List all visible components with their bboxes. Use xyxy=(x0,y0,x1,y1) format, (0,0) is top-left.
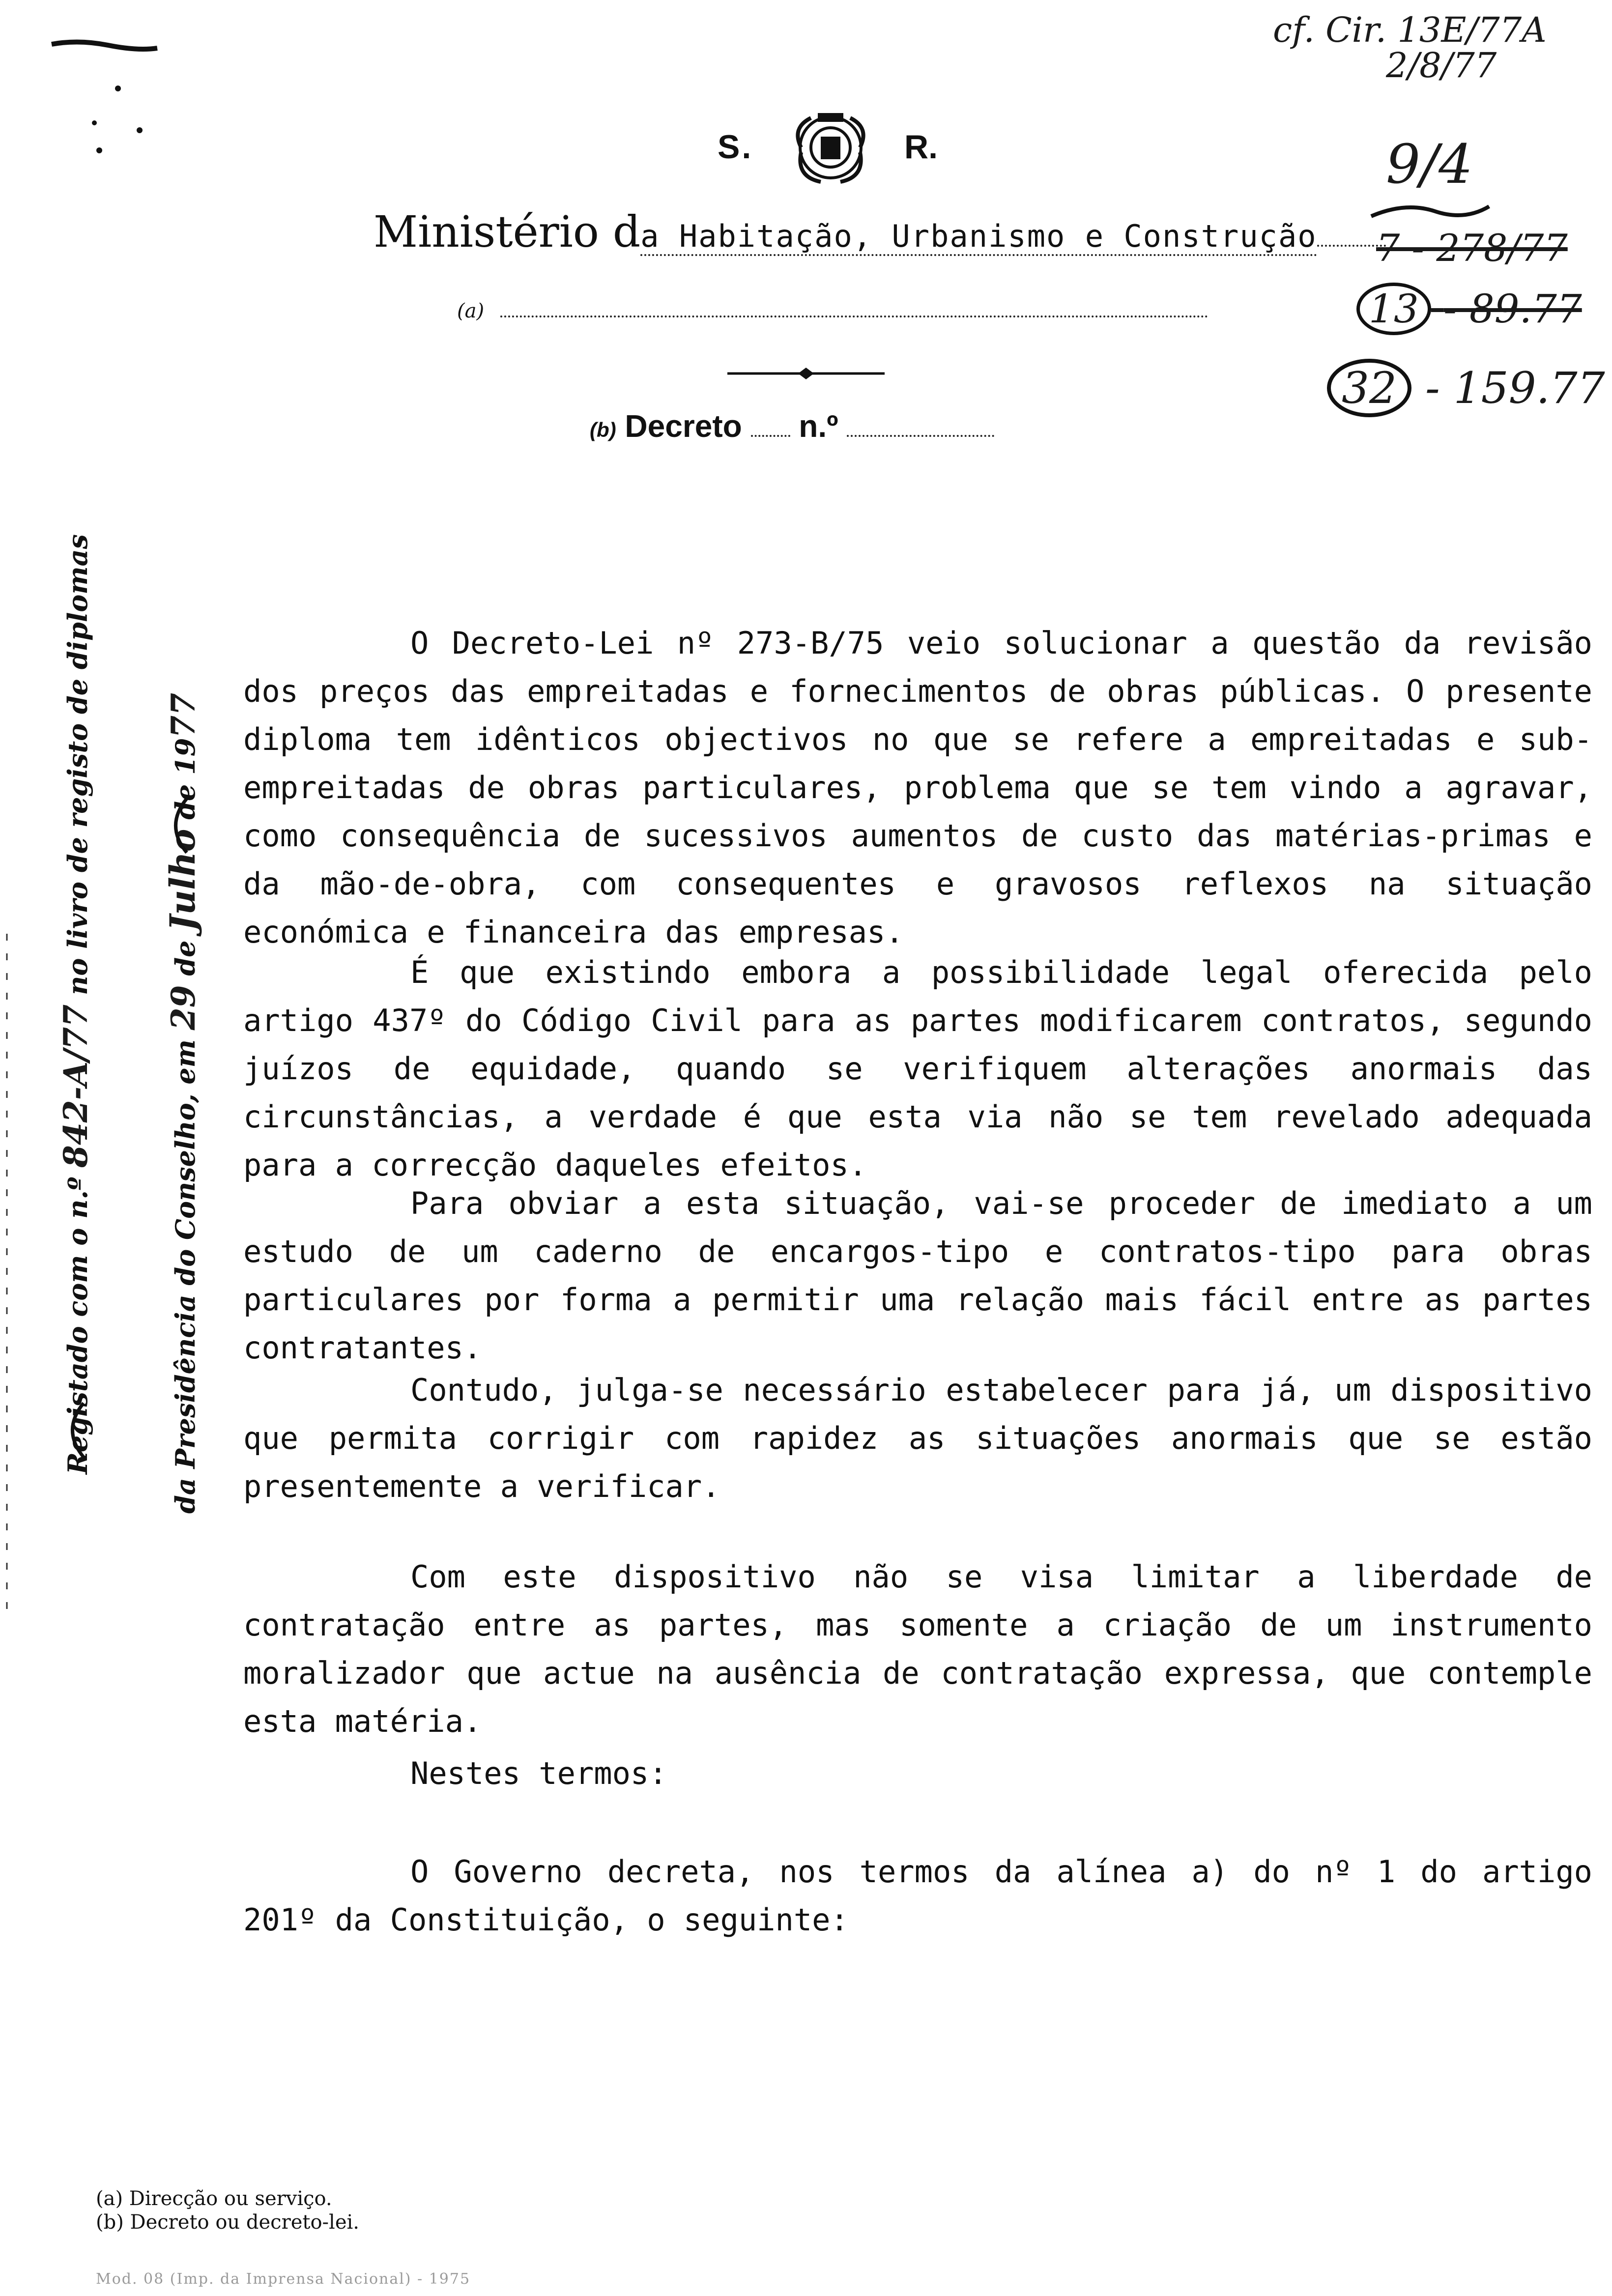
printer-code: Mod. 08 (Imp. da Imprensa Nacional) - 1975 xyxy=(96,2270,471,2288)
decree-line xyxy=(590,408,994,444)
paragraph-2: É que existindo embora a possibilidade legal oferecida pelo artigo 437º do Código Civil para as partes modificarem contratos, segundo juízos de equidade, quando se verifiquem alterações anormais das circunstâncias, a verdade é que esta via não se tem revelado adequada para a correcção daqueles efeitos. xyxy=(243,954,1592,1183)
preamble-paragraph-6 xyxy=(243,1750,1592,1798)
registo-month: Julho xyxy=(162,829,203,931)
ministry-prefix: Ministério d xyxy=(374,206,641,257)
label-a: (a) xyxy=(457,300,485,322)
initials-flourish xyxy=(1366,197,1494,226)
paragraph-4: Contudo, julga-se necessário estabelecer para já, um dispositivo que permita corrigir com rapidez as situações anormais que se estão presentemente a verificar. xyxy=(243,1372,1592,1504)
bracket-mark xyxy=(59,1401,88,1460)
registo-de: de xyxy=(170,931,201,985)
registo-text-2: no livro de registo de diplomas xyxy=(62,534,93,1004)
registo-text-3: da Presidência do Conselho, em xyxy=(170,1030,201,1514)
header-divider xyxy=(727,364,885,383)
service-line xyxy=(457,300,1208,322)
coat-of-arms-icon xyxy=(781,98,880,197)
bracket-mark-2 xyxy=(162,796,192,855)
ministry-line xyxy=(374,206,1386,258)
s-letter: S. xyxy=(718,128,753,166)
preamble-paragraph-1 xyxy=(243,619,1592,956)
preamble-paragraph-5 xyxy=(243,1553,1592,1746)
paragraph-3: Para obviar a esta situação, vai-se proceder de imediato a um estudo de um caderno de encargos-tipo e contratos-tipo para obras particulares por forma a permitir uma relação mais fácil entre as partes contratantes. xyxy=(243,1185,1592,1366)
handwritten-initials: 9/4 xyxy=(1386,133,1473,196)
circular-ref: cf. Cir. 13E/77A xyxy=(1273,10,1547,50)
handwritten-ref-3 xyxy=(1327,359,1605,417)
scan-marks xyxy=(49,29,167,157)
paragraph-1: O Decreto-Lei nº 273-B/75 veio solucionar a questão da revisão dos preços das empreitadas e fornecimentos de obras públicas. O presente diploma tem idênticos objectivos no que se refere a empreitadas e sub-empreitadas de obras particulares, problema que se tem vindo a agravar, como consequência de sucessivos aumentos de custo das matérias-primas e da mão-de-obra, com consequentes e gravosos reflexos na situação económica e financeira das empresas. xyxy=(243,625,1592,950)
paragraph-6: Nestes termos: xyxy=(410,1755,667,1791)
handwritten-ref-2 xyxy=(1356,283,1582,335)
state-header xyxy=(718,118,963,177)
registo-number: 842-A/77 xyxy=(57,1004,95,1168)
decreto-label: Decreto xyxy=(625,408,742,444)
footnote-b: (b) Decreto ou decreto-lei. xyxy=(96,2211,360,2234)
registo-text-1: Registado com o n.º xyxy=(62,1168,93,1474)
handwritten-ref-1: 7 - 278/77 xyxy=(1376,226,1568,270)
preamble-paragraph-4 xyxy=(243,1366,1592,1511)
label-b: (b) xyxy=(590,418,616,441)
registration-line-1 xyxy=(57,534,95,1474)
ministry-department: a Habitação, Urbanismo e Construção xyxy=(640,218,1317,256)
ref-3-number: - 159.77 xyxy=(1425,363,1605,413)
ref-2-circled-number: 13 xyxy=(1356,283,1431,335)
circular-date: 2/8/77 xyxy=(1386,45,1497,86)
numero-label: n.º xyxy=(799,408,838,444)
registo-year-prefix: de 19 xyxy=(170,738,201,829)
r-letter: R. xyxy=(904,128,938,166)
ref-2-number: - 89.77 xyxy=(1443,286,1582,332)
paragraph-5: Com este dispositivo não se visa limitar a liberdade de contratação entre as partes, mas somente a criação de um instrumento moralizador que actue na ausência de contratação expressa, que contemple esta matéria. xyxy=(243,1559,1592,1739)
paragraph-7: O Governo decreta, nos termos da alínea a) do nº 1 do artigo 201º da Constituição, o seguinte: xyxy=(243,1854,1592,1938)
scan-edge xyxy=(0,934,15,1622)
handwritten-circular-ref xyxy=(1273,10,1547,86)
registo-day: 29 xyxy=(164,985,202,1031)
preamble-paragraph-7 xyxy=(243,1848,1592,1944)
registo-year: 77 xyxy=(164,692,202,738)
footnote-a: (a) Direcção ou serviço. xyxy=(96,2187,332,2210)
ref-3-circled-number: 32 xyxy=(1327,359,1411,417)
preamble-paragraph-2 xyxy=(243,948,1592,1189)
preamble-paragraph-3 xyxy=(243,1179,1592,1372)
footnotes xyxy=(96,2187,359,2234)
